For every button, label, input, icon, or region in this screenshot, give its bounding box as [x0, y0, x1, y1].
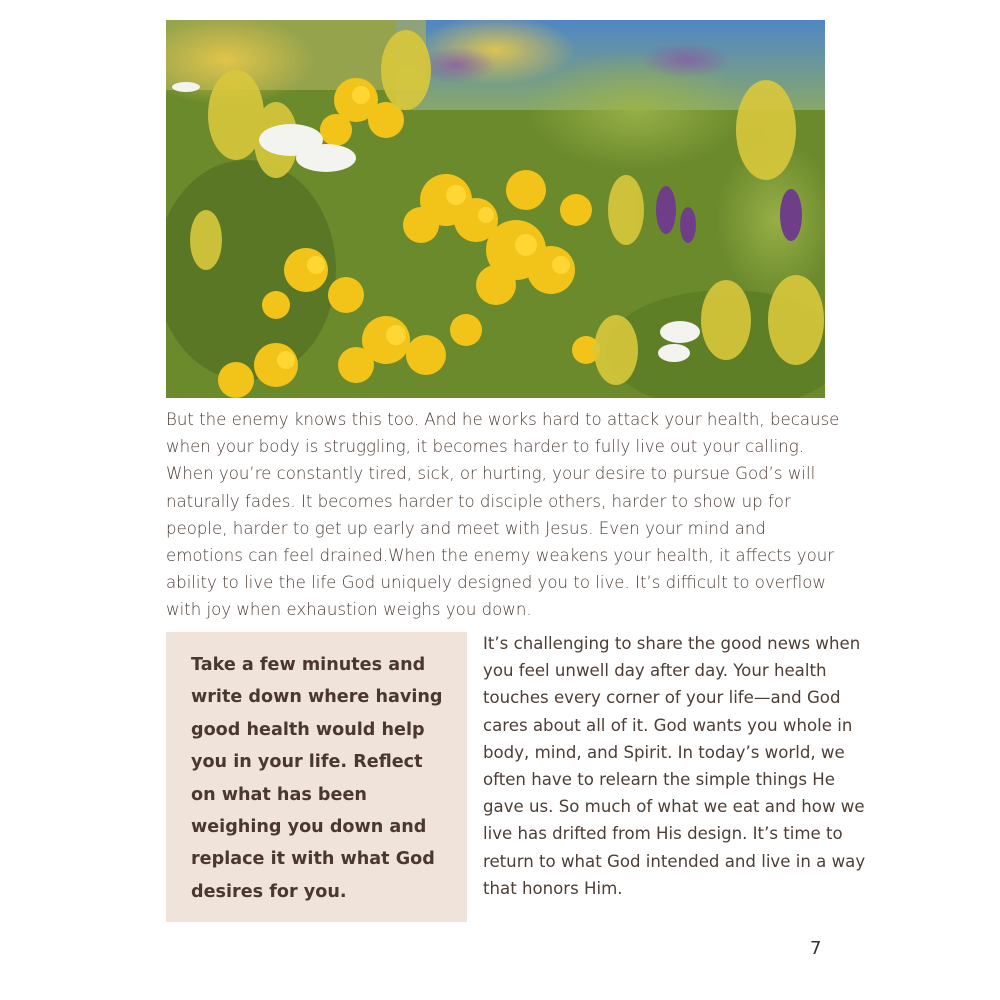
meadow-illustration [166, 20, 825, 398]
page-number: 7 [810, 938, 822, 959]
callout-text: Take a few minutes and write down where having good health would help you in your life. Reflect on what has been weighing you down and replace it with what God desires for you. [191, 655, 443, 902]
reflection-callout [166, 632, 467, 922]
intro-paragraph: But the enemy knows this too. And he works hard to attack your health, because when your body is struggling, it becomes harder to fully live out your calling. When you’re constantly tired, sick, or hurting, your desire to pursue God’s will naturally fades. It becomes harder to disciple others, harder to show up for people, harder to get up early and meet with Jesus. Even your mind and emotions can feel drained.When the enemy weakens your health, it affects your ability to live the life God uniquely designed you to live. It’s difficult to overflow with joy when exhaustion weighs you down. [166, 410, 840, 620]
side-paragraph: It’s challenging to share the good news when you feel unwell day after day. Your health touches every corner of your life—and God cares about all of it. God wants you whole in body, mind, and Spirit. In today’s world, we often have to relearn the simple things He gave us. So much of what we eat and how we live has drifted from His design. It’s time to return to what God intended and live in a way that honors Him. [483, 634, 866, 898]
wildflower-meadow-photo [166, 20, 825, 398]
